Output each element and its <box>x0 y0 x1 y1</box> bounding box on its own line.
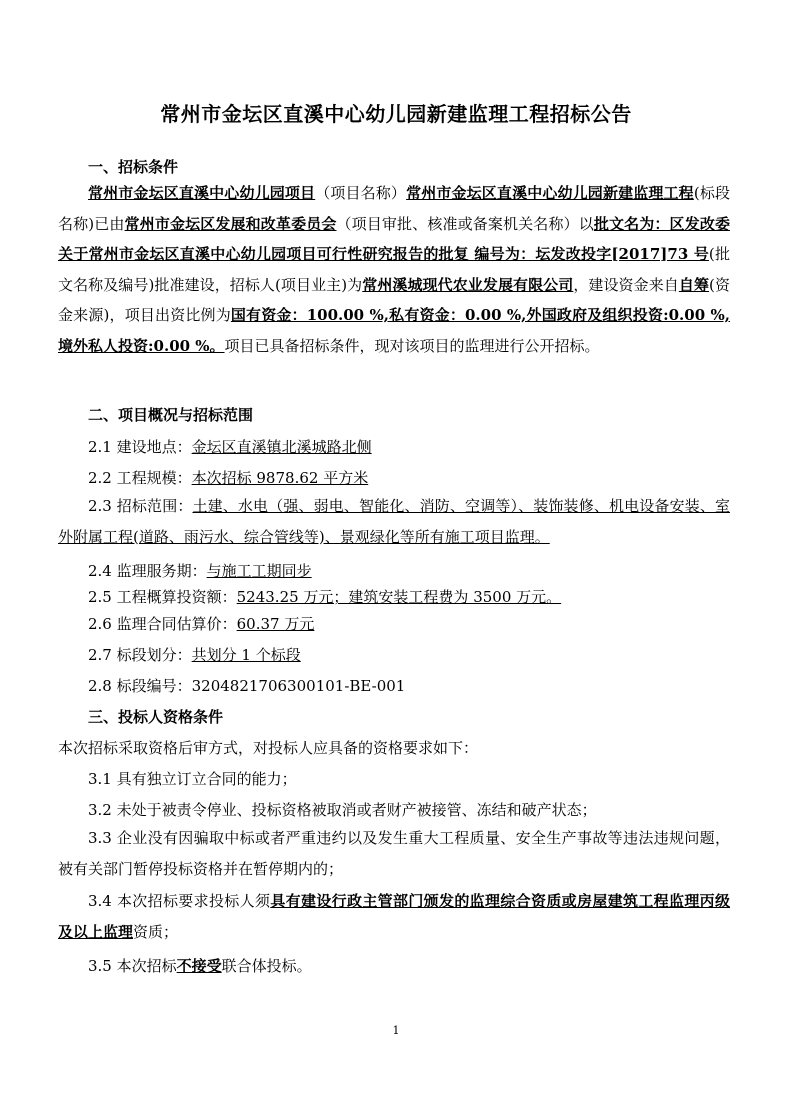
item-value: 金坛区直溪镇北溪城路北侧 <box>191 438 372 456</box>
section-3-intro: 本次招标采取资格后审方式，对投标人应具备的资格要求如下： <box>58 739 479 757</box>
item-3-5-tail: 联合体投标。 <box>221 957 312 975</box>
page-number: 1 <box>392 1024 400 1037</box>
item-3-1: 3.1 具有独立订立合同的能力； <box>88 770 297 788</box>
section-3-heading: 三、投标人资格条件 <box>88 708 224 726</box>
item-value: 共划分 1 个标段 <box>191 646 301 664</box>
item-3-4-lead: 3.4 本次招标要求投标人须 <box>88 892 271 910</box>
section-1-paragraph <box>58 178 730 361</box>
section-2-heading: 二、项目概况与招标范围 <box>88 406 254 424</box>
page-title: 常州市金坛区直溪中心幼儿园新建监理工程招标公告 <box>160 102 632 126</box>
item-value: 60.37 万元 <box>236 615 315 633</box>
item-3-3: 3.3 企业没有因骗取中标或者严重违约以及发生重大工程质量、安全生产事故等违法违规问题，被有关部门暂停投标资格并在暂停期内的； <box>58 829 730 878</box>
tenderer-name: 常州溪城现代农业发展有限公司 <box>362 275 574 294</box>
project-name-note: （项目名称） <box>315 184 407 202</box>
item-3-5-lead: 3.5 本次招标 <box>88 957 177 975</box>
consortium-not-accepted: 不接受 <box>176 957 222 975</box>
item-label: 2.6 监理合同估算价： <box>88 615 237 633</box>
item-label: 2.2 工程规模： <box>88 469 192 487</box>
approval-document: 批文名为：区发改委关于常州市金坛区直溪中心幼儿园项目可行性研究报告的批复 编号为：坛发改投字[2017]73 号 <box>58 214 730 263</box>
approval-authority: 常州市金坛区发展和改革委员会 <box>124 214 337 233</box>
item-label: 2.7 标段划分： <box>88 646 192 664</box>
item-2-8 <box>88 675 405 696</box>
item-2-1 <box>88 436 372 457</box>
approval-authority-note: （项目审批、核准或备案机关名称）以 <box>336 214 594 233</box>
item-2-4 <box>88 560 312 581</box>
qualification-requirement: 具有建设行政主管部门颁发的监理综合资质或房屋建筑工程监理丙级及以上监理 <box>58 892 731 941</box>
item-3-4 <box>58 886 730 947</box>
section-1-closing: 项目已具备招标条件，现对该项目的监理进行公开招标。 <box>224 336 600 355</box>
item-value: 土建、水电（强、弱电、智能化、消防、空调等）、装饰装修、机电设备安装、室外附属工程(道路、雨污水、综合管线等)、景观绿化等所有施工项目监理。 <box>58 497 730 546</box>
approval-document-note: (批文名称及编号)批准建设，招标人(项目业主)为 <box>58 245 730 294</box>
funding-source-note: (资金来源)，项目出资比例为 <box>58 275 730 324</box>
item-2-7 <box>88 644 301 665</box>
item-label: 2.5 工程概算投资额： <box>88 588 237 606</box>
item-label: 2.4 监理服务期： <box>88 562 207 580</box>
project-name: 常州市金坛区直溪中心幼儿园项目 <box>88 184 316 202</box>
item-3-5 <box>88 955 312 976</box>
item-label: 2.1 建设地点： <box>88 438 192 456</box>
item-value: 5243.25 万元；建筑安装工程费为 3500 万元。 <box>236 588 562 606</box>
section-1-heading: 一、招标条件 <box>88 158 179 176</box>
section-name-note: (标段名称)已由 <box>58 184 730 233</box>
item-2-6 <box>88 613 314 634</box>
funding-ratio: 国有资金：100.00 %,私有资金：0.00 %,外国政府及组织投资:0.00 %,境外私人投资:0.00 %。 <box>58 306 731 355</box>
funding-source: 自筹 <box>678 275 710 294</box>
item-3-4-tail: 资质； <box>133 922 179 941</box>
section-name: 常州市金坛区直溪中心幼儿园新建监理工程 <box>406 184 694 202</box>
item-value: 3204821706300101-BE-001 <box>191 677 406 695</box>
item-value: 与施工工期同步 <box>206 562 312 580</box>
item-2-2 <box>88 467 368 488</box>
funding-text: ，建设资金来自 <box>573 275 679 294</box>
item-2-3 <box>58 491 730 552</box>
item-label: 2.8 标段编号： <box>88 677 192 695</box>
item-3-2: 3.2 未处于被责令停业、投标资格被取消或者财产被接管、冻结和破产状态； <box>88 801 597 819</box>
item-2-5 <box>88 586 561 607</box>
item-value: 本次招标 9878.62 平方米 <box>191 469 369 487</box>
item-label: 2.3 招标范围： <box>88 497 193 515</box>
